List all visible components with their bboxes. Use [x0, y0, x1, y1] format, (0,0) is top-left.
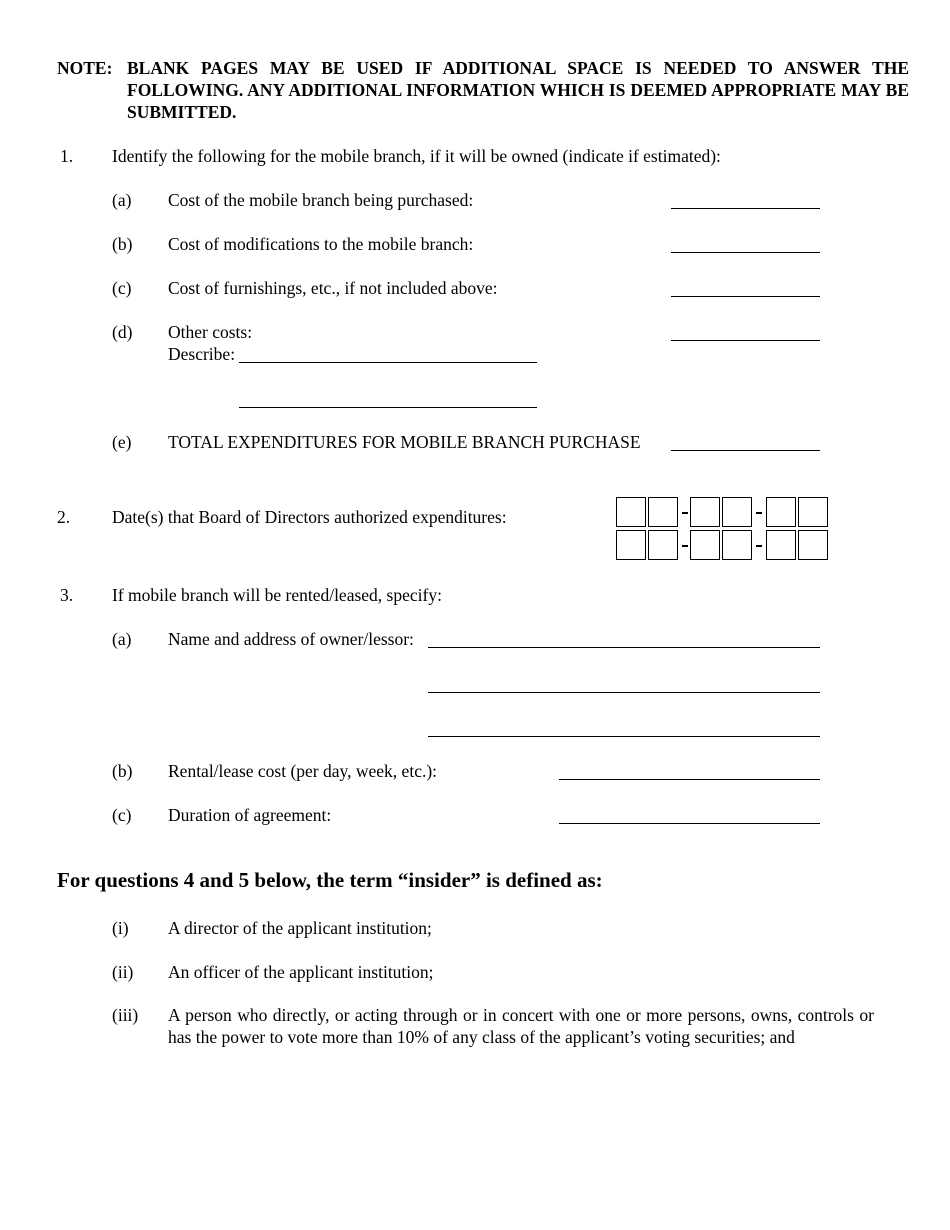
- q3-c-label: (c): [112, 805, 132, 825]
- date-box[interactable]: [690, 530, 720, 560]
- q1-e-answer-line[interactable]: [671, 450, 820, 451]
- q1-a-label: (a): [112, 190, 132, 210]
- q1-e-text: TOTAL EXPENDITURES FOR MOBILE BRANCH PURCHASE: [168, 432, 641, 452]
- q1-d-label: (d): [112, 322, 133, 342]
- note-label: NOTE:: [57, 58, 113, 78]
- insider-heading: For questions 4 and 5 below, the term “insider” is defined as:: [57, 868, 603, 892]
- q3-a-label: (a): [112, 629, 132, 649]
- insider-i-label: (i): [112, 918, 129, 938]
- date-box[interactable]: [616, 497, 646, 527]
- date-separator: [682, 512, 688, 514]
- q3-a-answer-line-2[interactable]: [428, 692, 820, 693]
- date-box[interactable]: [798, 530, 828, 560]
- insider-iii-text: A person who directly, or acting through or in concert with one or more persons, owns, controls or has the power to vote more than 10% of any class of the applicant’s voting securities; and: [168, 1005, 874, 1047]
- date-box[interactable]: [722, 530, 752, 560]
- insider-i-text: A director of the applicant institution;: [168, 918, 432, 938]
- q1-a-text: Cost of the mobile branch being purchased:: [168, 190, 474, 210]
- date-box[interactable]: [766, 497, 796, 527]
- q1-a-answer-line[interactable]: [671, 208, 820, 209]
- q1-c-label: (c): [112, 278, 132, 298]
- note-text: BLANK PAGES MAY BE USED IF ADDITIONAL SPACE IS NEEDED TO ANSWER THE FOLLOWING. ANY ADDITIONAL INFORMATION WHICH IS DEEMED APPROPRIATE MAY BE SUBMITTED.: [127, 58, 909, 122]
- date-separator: [756, 545, 762, 547]
- q1-d-describe-line-2[interactable]: [239, 407, 537, 408]
- date-separator: [682, 545, 688, 547]
- insider-ii-text: An officer of the applicant institution;: [168, 962, 434, 982]
- q3-c-text: Duration of agreement:: [168, 805, 332, 825]
- q3-c-answer-line[interactable]: [559, 823, 820, 824]
- q3-b-text: Rental/lease cost (per day, week, etc.):: [168, 761, 438, 781]
- q1-d-describe-label: Describe:: [168, 344, 236, 364]
- date-box[interactable]: [690, 497, 720, 527]
- date-separator: [756, 512, 762, 514]
- date-box[interactable]: [766, 530, 796, 560]
- q3-a-answer-line-1[interactable]: [428, 647, 820, 648]
- date-box[interactable]: [722, 497, 752, 527]
- q3-b-label: (b): [112, 761, 133, 781]
- q2-number: 2.: [57, 507, 71, 527]
- q1-d-describe-line-1[interactable]: [239, 362, 537, 363]
- date-box[interactable]: [648, 530, 678, 560]
- q1-text: Identify the following for the mobile branch, if it will be owned (indicate if estimated):: [112, 146, 721, 166]
- q3-b-answer-line[interactable]: [559, 779, 820, 780]
- q1-d-answer-line[interactable]: [671, 340, 820, 341]
- date-box[interactable]: [616, 530, 646, 560]
- insider-ii-label: (ii): [112, 962, 134, 982]
- q1-b-text: Cost of modifications to the mobile branch:: [168, 234, 474, 254]
- q3-text: If mobile branch will be rented/leased, specify:: [112, 585, 442, 605]
- q1-b-label: (b): [112, 234, 133, 254]
- q1-b-answer-line[interactable]: [671, 252, 820, 253]
- q1-number: 1.: [60, 146, 74, 166]
- q1-e-label: (e): [112, 432, 132, 452]
- q3-number: 3.: [60, 585, 74, 605]
- q1-c-text: Cost of furnishings, etc., if not included above:: [168, 278, 498, 298]
- date-box[interactable]: [798, 497, 828, 527]
- q1-c-answer-line[interactable]: [671, 296, 820, 297]
- date-box[interactable]: [648, 497, 678, 527]
- q1-d-text: Other costs:: [168, 322, 253, 342]
- q3-a-text: Name and address of owner/lessor:: [168, 629, 414, 649]
- insider-iii-label: (iii): [112, 1005, 139, 1025]
- q3-a-answer-line-3[interactable]: [428, 736, 820, 737]
- q2-text: Date(s) that Board of Directors authorized expenditures:: [112, 507, 507, 527]
